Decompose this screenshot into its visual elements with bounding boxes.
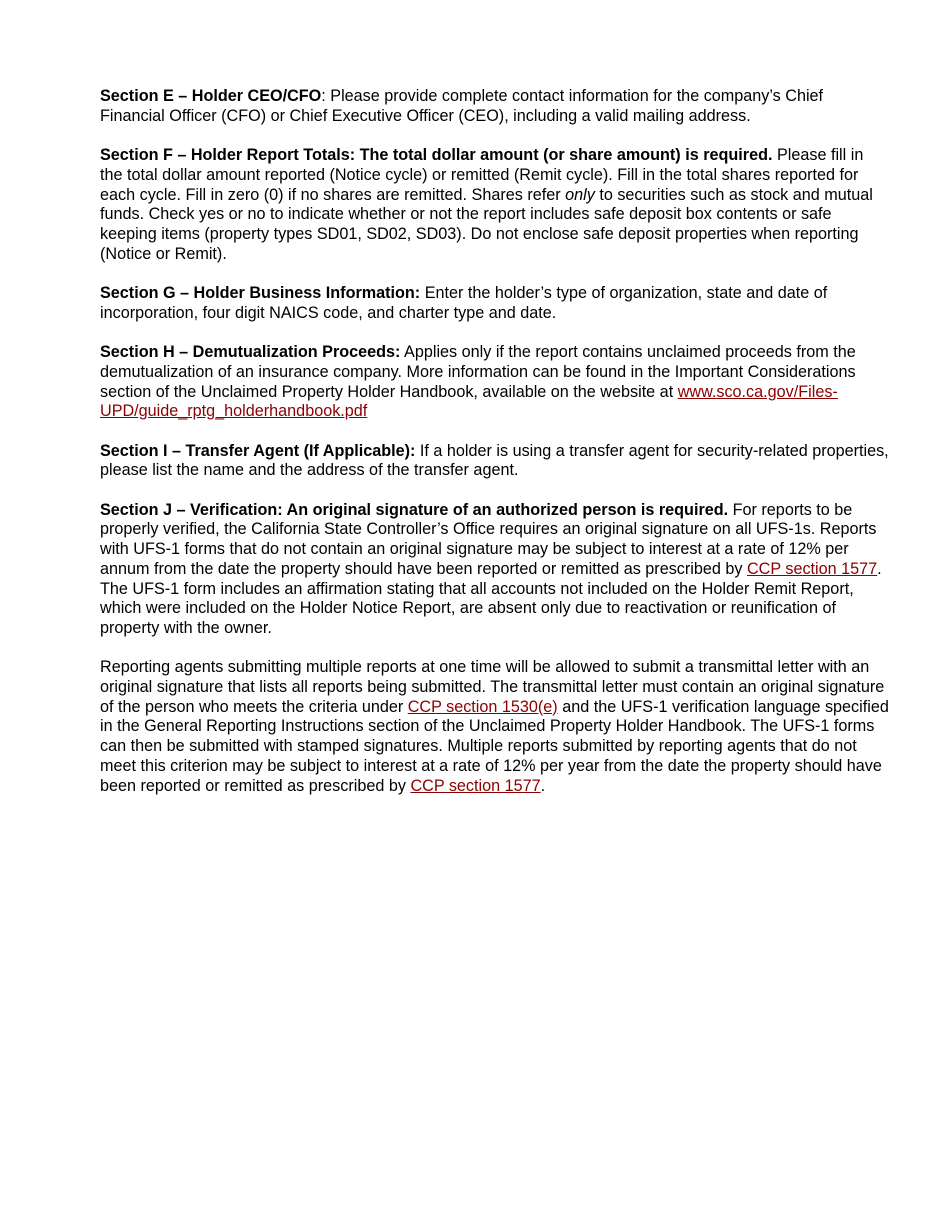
- section-j-paragraph: [100, 501, 890, 639]
- section-f-body-emphasis: only: [565, 185, 595, 204]
- ccp-section-1577-link-2[interactable]: CCP section 1577: [410, 776, 541, 795]
- section-e-heading-colon: :: [321, 87, 326, 105]
- section-f-body-1: Please fill in the total dollar amount reported (Notice cycle) or remitted (Remit cycle). Fill in the total shares reported for each cycle. Fill in zero (0) if no shares are remitted. Shares refer: [100, 146, 864, 204]
- section-e-paragraph: [100, 87, 890, 126]
- section-f-heading: Section F – Holder Report Totals: The total dollar amount (or share amount) is required.: [100, 146, 773, 165]
- reporting-agents-paragraph: [100, 658, 890, 796]
- section-e-heading: Section E – Holder CEO/CFO: [100, 87, 322, 105]
- section-e-body: Please provide complete contact information for the company’s Chief Financial Officer (CFO) or Chief Executive Officer (CEO), including a valid mailing address.: [100, 87, 824, 125]
- document-page: [100, 87, 890, 816]
- section-i-body: If a holder is using a transfer agent for security-related properties, please list the name and the address of the transfer agent.: [100, 441, 889, 480]
- reporting-agents-body-2: and the UFS-1 verification language specified in the General Reporting Instructions section of the Unclaimed Property Holder Handbook. The UFS-1 forms can then be submitted with stamped signatures. Multiple reports submitted by reporting agents that do not meet this criterion may be subject to interest at a rate of 12% per year from the date the property should have been reported or remitted as prescribed by: [100, 697, 889, 795]
- section-g-heading: Section G – Holder Business Information:: [100, 284, 421, 302]
- section-j-body-1: For reports to be properly verified, the California State Controller’s Office requires an original signature on all UFS-1s. Reports with UFS-1 forms that do not contain an original signature may be subject to interest at a rate of 12% per annum from the date the property should have been reported or remitted as prescribed by: [100, 500, 877, 578]
- section-f-paragraph: [100, 146, 890, 264]
- section-h-heading: Section H – Demutualization Proceeds:: [100, 343, 401, 362]
- section-h-body: Applies only if the report contains unclaimed proceeds from the demutualization of an insurance company. More information can be found in the Important Considerations section of the Unclaimed Property Holder Handbook, available on the website at: [100, 343, 856, 401]
- reporting-agents-body-1: Reporting agents submitting multiple reports at one time will be allowed to submit a transmittal letter with an original signature that lists all reports being submitted. The transmittal letter must contain an original signature of the person who meets the criteria under: [100, 658, 885, 716]
- section-j-body-2: . The UFS-1 form includes an affirmation stating that all accounts not included on the Holder Remit Report, which were included on the Holder Notice Report, are absent only due to reactivation or reunification of property with the owner.: [100, 559, 882, 637]
- section-i-heading: Section I – Transfer Agent (If Applicable):: [100, 441, 416, 460]
- reporting-agents-body-3: .: [540, 776, 546, 795]
- section-i-paragraph: [100, 442, 890, 481]
- section-h-paragraph: [100, 343, 890, 422]
- ccp-section-1530e-link[interactable]: CCP section 1530(e): [407, 697, 558, 716]
- ccp-section-1577-link[interactable]: CCP section 1577: [746, 559, 878, 578]
- holder-handbook-link[interactable]: www.sco.ca.gov/Files-UPD/guide_rptg_holderhandbook.pdf: [100, 382, 838, 421]
- section-g-paragraph: [100, 284, 890, 323]
- section-f-body-2: to securities such as stock and mutual funds. Check yes or no to indicate whether or not the report includes safe deposit box contents or safe keeping items (property types SD01, SD02, SD03). Do not enclose safe deposit properties when reporting (Notice or Remit).: [100, 185, 873, 263]
- section-g-body: Enter the holder’s type of organization, state and date of incorporation, four digit NAICS code, and charter type and date.: [100, 284, 828, 322]
- section-j-heading: Section J – Verification: An original signature of an authorized person is required.: [100, 500, 729, 519]
